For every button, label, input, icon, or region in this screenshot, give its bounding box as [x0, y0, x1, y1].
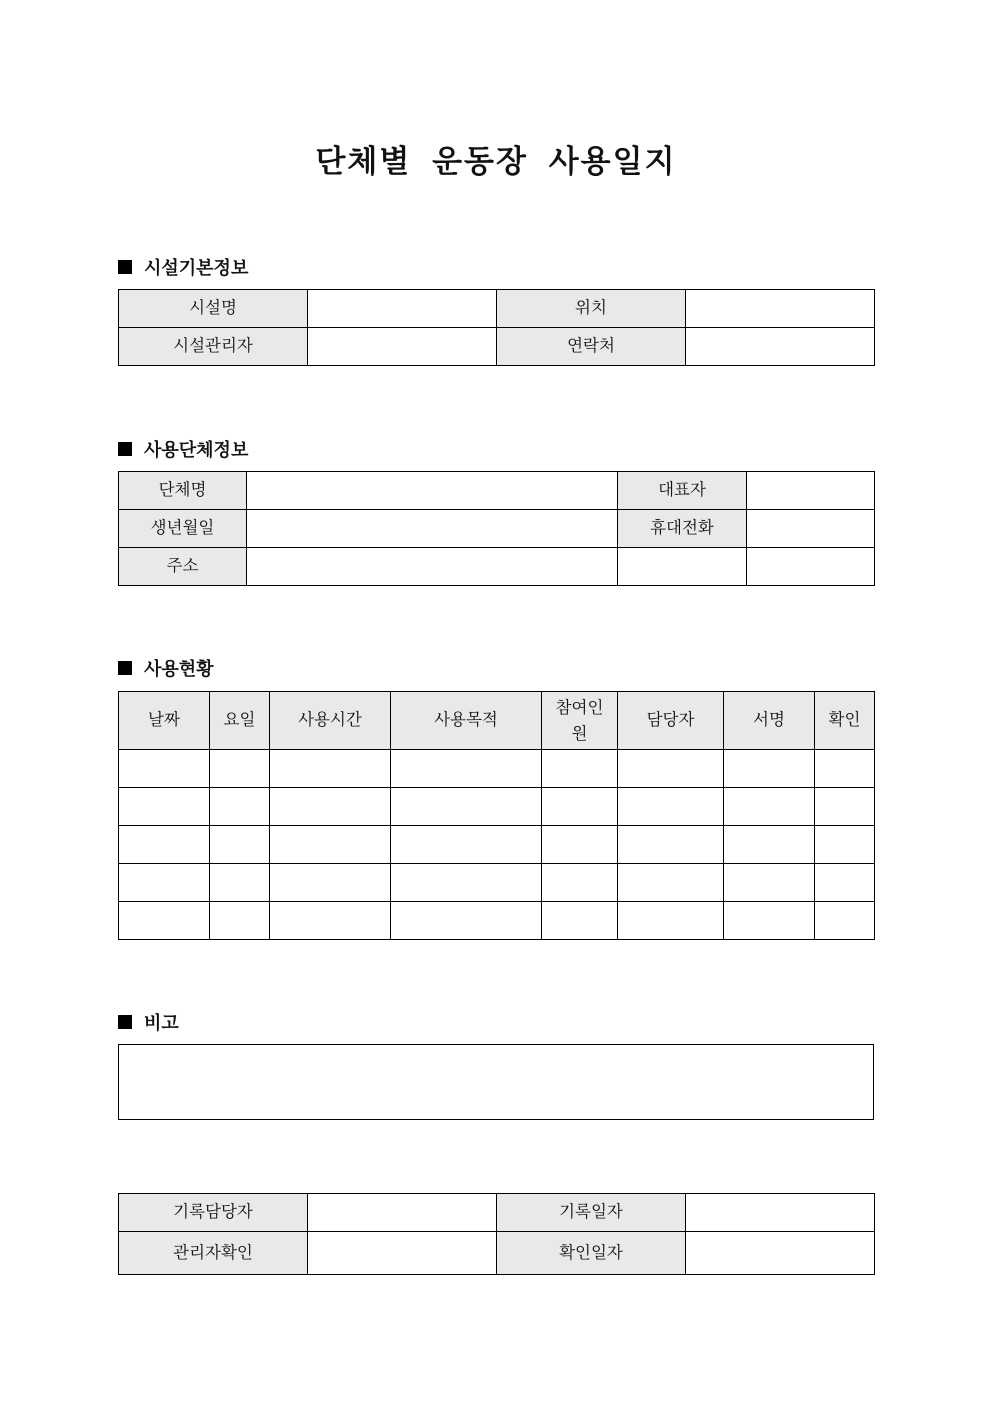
- table-header-row: [119, 692, 875, 750]
- participants-cell[interactable]: [542, 750, 618, 788]
- confirm-cell[interactable]: [815, 788, 875, 826]
- section-heading-remarks: [118, 1009, 179, 1035]
- facility-name-field[interactable]: [308, 290, 497, 328]
- manager-confirmation-field[interactable]: [308, 1232, 497, 1275]
- label-address: 주소: [119, 548, 247, 586]
- section-heading-usage-status: [118, 655, 214, 681]
- weekday-cell[interactable]: [210, 902, 270, 940]
- label-birthdate: 생년월일: [119, 510, 247, 548]
- group-info-table: [118, 471, 875, 586]
- section-heading-facility-info: [118, 254, 248, 280]
- label-facility-name: 시설명: [119, 290, 308, 328]
- section-title: 시설기본정보: [144, 258, 249, 279]
- weekday-cell[interactable]: [210, 788, 270, 826]
- label-group-name: 단체명: [119, 472, 247, 510]
- date-cell[interactable]: [119, 750, 210, 788]
- participants-cell[interactable]: [542, 788, 618, 826]
- label-record-date: 기록일자: [497, 1194, 686, 1232]
- document-title: 단체별 운동장 사용일지: [315, 144, 677, 180]
- table-row: [119, 548, 875, 586]
- record-date-field[interactable]: [686, 1194, 875, 1232]
- table-row: [119, 1232, 875, 1275]
- person-in-charge-cell[interactable]: [618, 902, 724, 940]
- recorder-field[interactable]: [308, 1194, 497, 1232]
- label-confirm-date: 확인일자: [497, 1232, 686, 1275]
- square-bullet-icon: [118, 260, 132, 274]
- blank-cell[interactable]: [618, 548, 747, 586]
- usage-purpose-cell[interactable]: [391, 750, 542, 788]
- participants-cell[interactable]: [542, 864, 618, 902]
- confirm-cell[interactable]: [815, 902, 875, 940]
- label-location: 위치: [497, 290, 686, 328]
- section-title: 비고: [144, 1013, 179, 1034]
- signature-cell[interactable]: [724, 750, 815, 788]
- usage-purpose-cell[interactable]: [391, 788, 542, 826]
- date-cell[interactable]: [119, 788, 210, 826]
- table-row: [119, 750, 875, 788]
- confirm-cell[interactable]: [815, 864, 875, 902]
- weekday-cell[interactable]: [210, 826, 270, 864]
- usage-time-cell[interactable]: [270, 826, 391, 864]
- label-manager-confirmation: 관리자확인: [119, 1232, 308, 1275]
- remarks-field[interactable]: [118, 1044, 874, 1120]
- person-in-charge-cell[interactable]: [618, 750, 724, 788]
- label-mobile-phone: 휴대전화: [618, 510, 747, 548]
- label-representative: 대표자: [618, 472, 747, 510]
- column-header-signature: 서명: [724, 692, 815, 750]
- table-row: [119, 510, 875, 548]
- birthdate-field[interactable]: [247, 510, 618, 548]
- column-header-person-in-charge: 담당자: [618, 692, 724, 750]
- mobile-phone-field[interactable]: [747, 510, 875, 548]
- table-row: [119, 290, 875, 328]
- person-in-charge-cell[interactable]: [618, 826, 724, 864]
- label-facility-manager: 시설관리자: [119, 328, 308, 366]
- table-row: [119, 864, 875, 902]
- column-header-usage-purpose: 사용목적: [391, 692, 542, 750]
- usage-time-cell[interactable]: [270, 750, 391, 788]
- date-cell[interactable]: [119, 864, 210, 902]
- column-header-date: 날짜: [119, 692, 210, 750]
- signature-cell[interactable]: [724, 864, 815, 902]
- confirm-date-field[interactable]: [686, 1232, 875, 1275]
- person-in-charge-cell[interactable]: [618, 864, 724, 902]
- usage-purpose-cell[interactable]: [391, 864, 542, 902]
- signoff-table: [118, 1193, 875, 1275]
- table-row: [119, 1194, 875, 1232]
- square-bullet-icon: [118, 661, 132, 675]
- table-row: [119, 328, 875, 366]
- table-row: [119, 902, 875, 940]
- date-cell[interactable]: [119, 826, 210, 864]
- signature-cell[interactable]: [724, 826, 815, 864]
- section-title: 사용단체정보: [144, 440, 249, 461]
- signature-cell[interactable]: [724, 902, 815, 940]
- usage-time-cell[interactable]: [270, 902, 391, 940]
- square-bullet-icon: [118, 1015, 132, 1029]
- person-in-charge-cell[interactable]: [618, 788, 724, 826]
- confirm-cell[interactable]: [815, 750, 875, 788]
- weekday-cell[interactable]: [210, 864, 270, 902]
- table-row: [119, 788, 875, 826]
- group-name-field[interactable]: [247, 472, 618, 510]
- usage-purpose-cell[interactable]: [391, 826, 542, 864]
- signature-cell[interactable]: [724, 788, 815, 826]
- contact-field[interactable]: [686, 328, 875, 366]
- confirm-cell[interactable]: [815, 826, 875, 864]
- usage-time-cell[interactable]: [270, 864, 391, 902]
- date-cell[interactable]: [119, 902, 210, 940]
- representative-field[interactable]: [747, 472, 875, 510]
- usage-purpose-cell[interactable]: [391, 902, 542, 940]
- facility-manager-field[interactable]: [308, 328, 497, 366]
- square-bullet-icon: [118, 442, 132, 456]
- participants-cell[interactable]: [542, 826, 618, 864]
- label-contact: 연락처: [497, 328, 686, 366]
- location-field[interactable]: [686, 290, 875, 328]
- section-title: 사용현황: [144, 659, 214, 680]
- table-row: [119, 472, 875, 510]
- weekday-cell[interactable]: [210, 750, 270, 788]
- usage-status-table: [118, 691, 875, 940]
- label-recorder: 기록담당자: [119, 1194, 308, 1232]
- participants-cell[interactable]: [542, 902, 618, 940]
- column-header-weekday: 요일: [210, 692, 270, 750]
- facility-info-table: [118, 289, 875, 366]
- section-heading-group-info: [118, 436, 248, 462]
- address-field[interactable]: [247, 548, 618, 586]
- column-header-participants: 참여인원: [542, 692, 618, 750]
- column-header-usage-time: 사용시간: [270, 692, 391, 750]
- blank-cell[interactable]: [747, 548, 875, 586]
- usage-time-cell[interactable]: [270, 788, 391, 826]
- column-header-confirm: 확인: [815, 692, 875, 750]
- table-row: [119, 826, 875, 864]
